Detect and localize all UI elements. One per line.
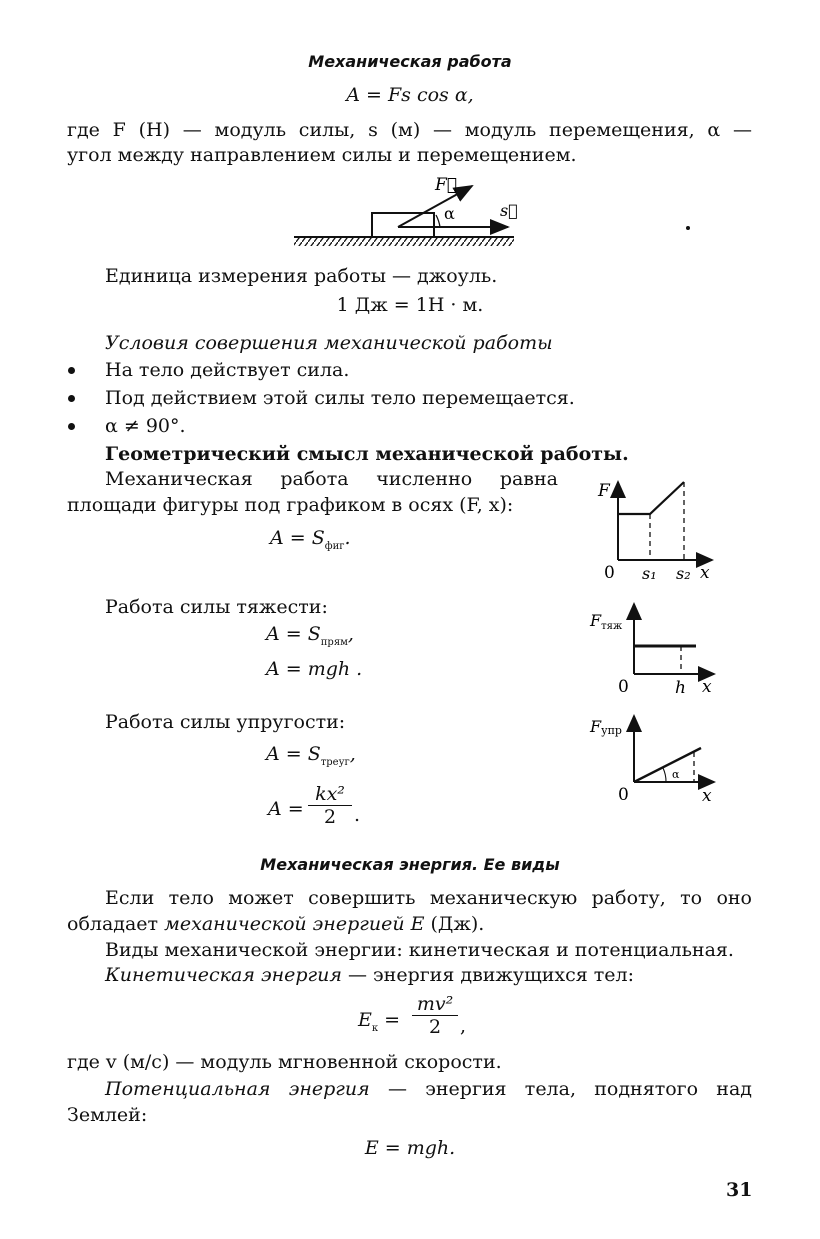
tick-s2: s₂: [676, 564, 691, 583]
geometric-title: Геометрический смысл механической работы.: [105, 443, 629, 465]
alpha-label: α: [672, 768, 680, 781]
gravity-formula-area: $A = S_{прям}$,: [266, 623, 354, 648]
potential-definition-line2: Землей:: [67, 1104, 148, 1126]
condition-item-3: α ≠ 90°.: [105, 415, 186, 437]
x-label: x: [702, 677, 712, 697]
energy-types-line: Виды механической энергии: кинетическая и потенциальная.: [105, 939, 734, 961]
condition-item-2: Под действием этой силы тело перемещается.: [105, 387, 575, 409]
kinetic-definition: Кинетическая энергия — энергия движущихся тел:: [105, 964, 635, 986]
elastic-formula-lhs: A =: [268, 798, 304, 820]
work-formula: A = Fs cos α,: [346, 84, 474, 106]
force-label: F⃗: [435, 175, 457, 195]
y-label: F: [598, 481, 610, 501]
elastic-formula-end: .: [354, 804, 361, 826]
fraction-denominator: 2: [323, 806, 337, 828]
kinetic-end: ,: [460, 1015, 467, 1037]
page-number: 31: [726, 1179, 753, 1201]
origin-label: 0: [618, 677, 629, 697]
angle-arc: [663, 768, 666, 782]
fraction-numerator: mv²: [416, 993, 454, 1015]
force-diagram: [290, 170, 520, 250]
section-title-mechanical-energy: Механическая энергия. Ее виды: [260, 855, 560, 874]
work-definition-line2: угол между направлением силы и перемещением.: [67, 144, 577, 166]
geometric-text-line1: Механическая работа численно равна: [105, 468, 558, 490]
unit-formula: 1 Дж = 1Н · м.: [336, 294, 484, 316]
velocity-note: где v (м/с) — модуль мгновенной скорости.: [67, 1051, 502, 1073]
x-label: x: [700, 563, 710, 583]
potential-definition-line1: Потенциальная энергия — энергия тела, поднятого над: [105, 1078, 752, 1100]
origin-label: 0: [604, 563, 615, 583]
elastic-title: Работа силы упругости:: [105, 711, 346, 733]
energy-paragraph1-line1: Если тело может совершить механическую работу, то оно: [105, 887, 752, 909]
graph-force-displacement: [592, 474, 722, 584]
potential-formula: E = mgh.: [364, 1137, 456, 1159]
elastic-formula-area: $A = S_{треуг}$,: [266, 743, 356, 768]
bullet: [68, 395, 75, 402]
graph-gravity: [588, 600, 723, 700]
x-label: x: [702, 786, 712, 806]
condition-item-1: На тело действует сила.: [105, 359, 350, 381]
fraction-denominator: 2: [428, 1016, 442, 1038]
energy-paragraph1-line2: обладает механической энергией E (Дж).: [67, 913, 485, 935]
gravity-formula: A = mgh .: [266, 658, 363, 680]
speck: [686, 226, 690, 230]
area-formula: $A = S_{фиг}$.: [270, 527, 351, 552]
work-definition-line1: где F (Н) — модуль силы, s (м) — модуль перемещения, α —: [67, 119, 752, 141]
force-curve: [618, 482, 684, 514]
displacement-label: s⃗: [500, 201, 518, 220]
geometric-text-line2: площади фигуры под графиком в осях (F, x):: [67, 494, 514, 516]
graph-elastic: [588, 708, 723, 808]
bullet: [68, 367, 75, 374]
gravity-title: Работа силы тяжести:: [105, 596, 328, 618]
section-title-mechanical-work: Механическая работа: [308, 52, 512, 71]
tick-h: h: [675, 678, 686, 698]
y-label: Fупр: [590, 717, 622, 737]
fraction-numerator: kx²: [315, 783, 345, 805]
kinetic-fraction: [412, 993, 458, 1038]
angle-arc: [436, 215, 440, 227]
origin-label: 0: [618, 785, 629, 805]
kinetic-lhs: $E_к$ =: [358, 1009, 401, 1034]
bullet: [68, 423, 75, 430]
alpha-label: α: [444, 204, 455, 223]
elastic-force-line: [634, 748, 701, 782]
conditions-title: Условия совершения механической работы: [105, 332, 553, 354]
elastic-fraction: [308, 783, 352, 828]
unit-line: Единица измерения работы — джоуль.: [105, 265, 498, 287]
tick-s1: s₁: [642, 564, 657, 583]
ground-hatch: [294, 238, 514, 246]
y-label: Fтяж: [590, 611, 623, 632]
